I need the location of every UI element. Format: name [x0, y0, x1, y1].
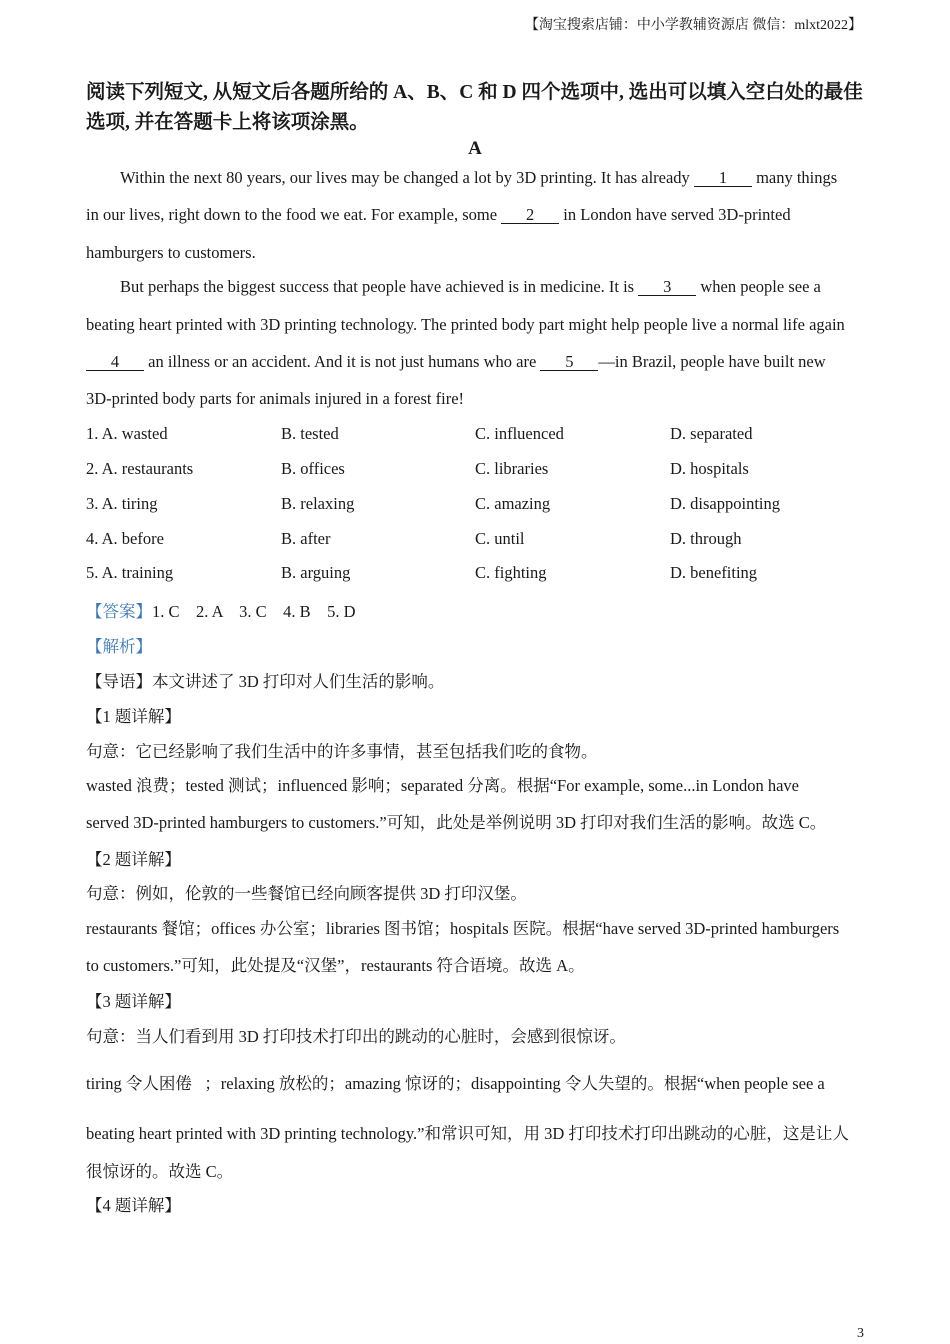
option-1d: D. separated: [670, 424, 753, 443]
page-number: 3: [857, 1326, 864, 1341]
option-4c: C. until: [475, 529, 525, 548]
passage-line: 3D-printed body parts for animals injured in a forest fire!: [86, 389, 465, 408]
passage-line: [86, 205, 791, 225]
answer-text: 1. C 2. A 3. C 4. B 5. D: [152, 602, 356, 621]
q2-heading: 【2 题详解】: [86, 850, 181, 869]
passage-line: [86, 352, 826, 372]
page-header: 【淘宝搜索店铺：中小学教辅资源店 微信：mlxt2022】: [524, 18, 862, 33]
passage-line: beating heart printed with 3D printing technology. The printed body part might help people live a normal life again: [86, 315, 845, 334]
passage-text: in London have served 3D-printed: [559, 205, 791, 224]
passage-text: many things: [751, 168, 838, 187]
passage-text: —in Brazil, people have built new: [598, 352, 826, 371]
option-5a: 5. A. training: [86, 563, 174, 582]
option-3d: D. disappointing: [670, 494, 780, 513]
option-2d: D. hospitals: [670, 459, 749, 478]
passage-line: [120, 277, 821, 297]
answer-line: [86, 598, 356, 622]
option-2b: B. offices: [281, 459, 345, 478]
q3-meaning: 句意：当人们看到用 3D 打印技术打印出的跳动的心脏时，会感到很惊讶。: [86, 1027, 626, 1046]
option-1b: B. tested: [281, 424, 339, 443]
q2-meaning: 句意：例如，伦敦的一些餐馆已经向顾客提供 3D 打印汉堡。: [86, 884, 527, 903]
q1-heading: 【1 题详解】: [86, 707, 181, 726]
blank-1: 1: [694, 169, 752, 187]
q3-explain-line: beating heart printed with 3D printing technology.”和常识可知，用 3D 打印技术打印出跳动的心脏，这是让人: [86, 1124, 849, 1143]
passage-line: hamburgers to customers.: [86, 243, 256, 262]
q3-explain-line: tiring 令人困倦 ；relaxing 放松的；amazing 惊讶的；disappointing 令人失望的。根据“when people see a: [86, 1074, 825, 1093]
option-5b: B. arguing: [281, 563, 351, 582]
option-4b: B. after: [281, 529, 331, 548]
q4-heading: 【4 题详解】: [86, 1196, 181, 1215]
passage-text: But perhaps the biggest success that people have achieved is in medicine. It is: [120, 277, 639, 296]
q1-meaning: 句意：它已经影响了我们生活中的许多事情，甚至包括我们吃的食物。: [86, 742, 598, 761]
option-1c: C. influenced: [475, 424, 564, 443]
blank-3: 3: [638, 278, 696, 296]
answer-label: 【答案】: [86, 602, 152, 621]
option-4a: 4. A. before: [86, 529, 164, 548]
q1-explain-line: served 3D-printed hamburgers to customers.”可知，此处是举例说明 3D 打印对我们生活的影响。故选 C。: [86, 813, 827, 832]
blank-4: 4: [86, 353, 144, 371]
q1-explain-line: wasted 浪费；tested 测试；influenced 影响；separated 分离。根据“For example, some...in London have: [86, 776, 800, 795]
passage-text: Within the next 80 years, our lives may be changed a lot by 3D printing. It has already: [120, 168, 694, 187]
q3-heading: 【3 题详解】: [86, 992, 181, 1011]
option-4d: D. through: [670, 529, 742, 548]
option-5c: C. fighting: [475, 563, 547, 582]
option-2a: 2. A. restaurants: [86, 459, 194, 478]
option-3b: B. relaxing: [281, 494, 355, 513]
passage-line: [120, 168, 837, 188]
blank-2: 2: [501, 206, 559, 224]
option-1a: 1. A. wasted: [86, 424, 168, 443]
option-3a: 3. A. tiring: [86, 494, 158, 513]
q3-explain-line: 很惊讶的。故选 C。: [86, 1162, 234, 1181]
passage-text: an illness or an accident. And it is not just humans who are: [144, 352, 541, 371]
option-5d: D. benefiting: [670, 563, 758, 582]
intro-line: 【导语】本文讲述了 3D 打印对人们生活的影响。: [86, 672, 445, 691]
section-label: A: [468, 138, 482, 159]
instruction-heading: 阅读下列短文, 从短文后各题所给的 A、B、C 和 D 四个选项中, 选出可以填入空白处的最佳选项, 并在答题卡上将该项涂黑。: [86, 82, 863, 133]
option-2c: C. libraries: [475, 459, 549, 478]
q2-explain-line: restaurants 餐馆；offices 办公室；libraries 图书馆；hospitals 医院。根据“have served 3D-printed hamburgers: [86, 919, 840, 938]
passage-text: when people see a: [696, 277, 821, 296]
q2-explain-line: to customers.”可知，此处提及“汉堡”，restaurants 符合语境。故选 A。: [86, 956, 585, 975]
option-3c: C. amazing: [475, 494, 551, 513]
blank-5: 5: [540, 353, 598, 371]
analysis-label: 【解析】: [86, 637, 152, 656]
passage-text: in our lives, right down to the food we eat. For example, some: [86, 205, 502, 224]
